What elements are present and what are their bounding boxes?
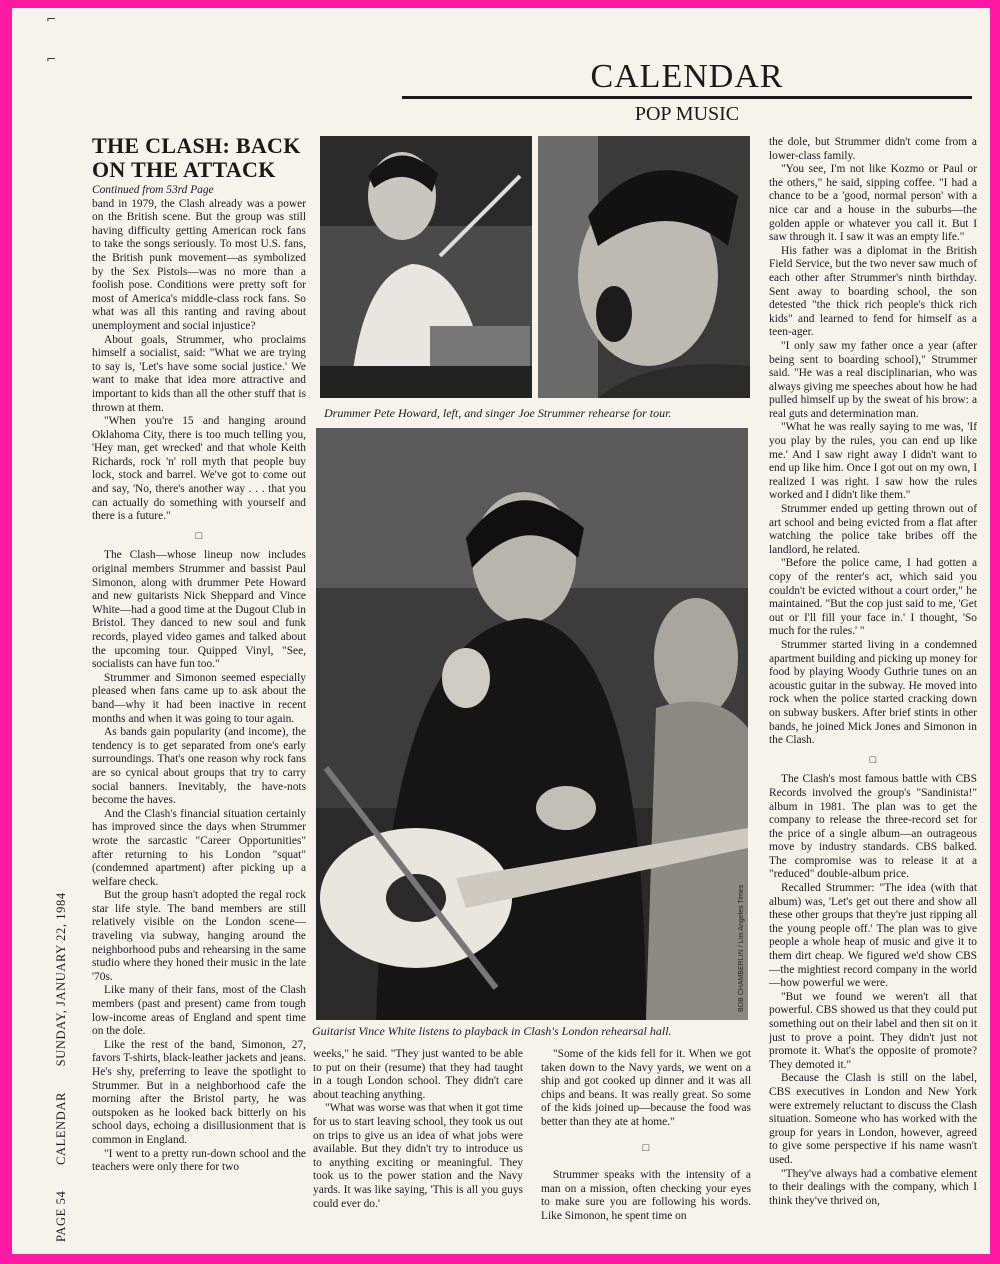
paragraph: Strummer ended up getting thrown out of art school and being evicted from a flat after watching the police take bribes off the landlord, he related. [769,503,977,556]
paragraph: "I only saw my father once a year (after being sent to boarding school)," Strummer said. "He was a real disciplinarian, who was always giving me speeches about how he had pulled himself up by the sweat of his brow: a real guts and determination man. [769,339,977,420]
paragraph: Strummer speaks with the intensity of a man on a mission, often checking your eyes to make sure you are following his words. Like Simonon, he spent time on [541,1169,751,1222]
paragraph: Like the rest of the band, Simonon, 27, favors T-shirts, black-leather jackets and jeans. He's shy, preferring to leave the spotlight to Strummer. But in a neighborhood cafe the morning after the Bristol party, he was outspoken as he looked back bitterly on his school days, echoing a disillusionment that is common in England. [92,1038,306,1146]
paragraph: weeks," he said. "They just wanted to be able to put on their (resume) that they had taught in a tough London school. They didn't care about teaching anything. [313,1048,523,1101]
paragraph: About goals, Strummer, who proclaims himself a socialist, said: "What we are trying to say is, 'Let's have some social justice.' We want to make that idea more attractive and important to kids than all the other stuff that is thrown at them. [92,333,306,414]
paragraph: The Clash—whose lineup now includes original members Strummer and bassist Paul Simonon, along with drummer Pete Howard and new guitarists Nick Sheppard and Vince White—had a good time at the Dugout Club in Bristol. They danced to new soul and funk records, played video games and talked about the upcoming tour. Quipped Vinyl, "See, socialists can have fun too." [92,549,306,671]
paragraph: "But we found we weren't all that powerful. CBS showed us that they could put something out on their label and then sit on it just to prove a point. They didn't just not promote it. What's the opposite of promote? They demoted it." [769,990,977,1071]
section-ornament: □ [642,1141,650,1154]
paragraph: the dole, but Strummer didn't come from a lower-class family. [769,136,977,162]
article-column-3 [541,1048,751,1254]
photo-singer [538,136,750,398]
paragraph: "What he was really saying to me was, 'If you play by the rules, you can end up like me.' And I saw right away I didn't want to end up like him. Once I got out on my own, I realized I was right. I saw how the rules worked and I didn't like them." [769,421,977,502]
photo-caption-top: Drummer Pete Howard, left, and singer Joe Strummer rehearse for tour. [324,406,672,420]
registration-mark: ⌐ [46,12,57,26]
singer-photo-image [538,136,750,398]
guitarist-photo-image [316,428,748,1020]
paragraph: "What was worse was that when it got time for us to start leaving school, they took us out on trips to give us an idea of what jobs were available. But they didn't try to introduce us to anything exciting or meaningful. They took us to the power station and the Navy yards. It was like saying, 'This is all you guys could ever do.' [313,1102,523,1210]
newspaper-page [12,8,990,1254]
photo-caption-bottom: Guitarist Vince White listens to playback in Clash's London rehearsal hall. [312,1024,672,1038]
paragraph: Because the Clash is still on the label, CBS executives in London and New York were extremely reluctant to discuss the Clash situation. Someone who has worked with the group for years in London, however, agreed to give some perspective if his name wasn't used. [769,1072,977,1166]
article-column-2 [313,1048,523,1254]
paragraph: band in 1979, the Clash already was a power on the British scene. But the group was still having difficulty getting American rock fans to take the songs seriously. To most U.S. fans, the British punk movement—as symbolized by the Sex Pistols—was no more than a foolish pose. Conditions were pretty soft for most of America's middle-class rock fans. So what was all this ranting and raving about unemployment and social injustice? [92,197,306,332]
photo-guitarist [316,428,748,1020]
section-ornament: □ [869,753,877,766]
photo-credit: BOB CHAMBERLIN / Los Angeles Times [738,884,745,1012]
paragraph: As bands gain popularity (and income), the tendency is to get separated from one's early surroundings. That's one reason why rock fans are so cynical about groups that try to carry social banners. Inevitably, the have-nots become the haves. [92,726,306,807]
page-number: PAGE 54 [54,1190,68,1242]
paragraph: "You see, I'm not like Kozmo or Paul or the others," he said, sipping coffee. "I had a chance to be a 'good, normal person' with a nice car and a house in the suburbs—the golden apple or whatever you call it. But I saw through it. I saw it was an empty life." [769,163,977,244]
article-column-4 [769,136,977,1252]
masthead-rule [402,96,972,99]
paragraph: "When you're 15 and hanging around Oklahoma City, there is too much telling you, 'Hey man, get wrecked' and that whole Keith Richards, rock 'n' roll myth that people buy lock, stock and barrel. We've got to come out and say, 'No, there's another way . . . that you can actually do something with yourself and there is a future." [92,415,306,523]
continued-line: Continued from 53rd Page [92,184,214,196]
paragraph: His father was a diplomat in the British Field Service, but the two never saw much of each other after Strummer's ninth birthday. Sent away to boarding school, the son detested "the thick rich people's thick rich kids" and learned to fend for himself as a teen-ager. [769,244,977,339]
paragraph: Strummer and Simonon seemed especially pleased when fans came up to ask about the band—why it had been inactive in recent months and when it was going to tour again. [92,671,306,725]
article-headline: THE CLASH: BACK ON THE ATTACK [92,133,301,182]
paragraph: Strummer started living in a condemned apartment building and picking up money for food by playing Woody Guthrie tunes on an acoustic guitar in the subway. He moved into rock when the police started cracking down on subway buskers. After brief stints in other bands, he joined Mick Jones and Simonon in the Clash. [769,638,977,747]
drummer-photo-image [320,136,532,398]
paragraph: "Some of the kids fell for it. When we got taken down to the Navy yards, we went on a ship and got cooked up dinner and it was all chips and beans. It was really great. So some of the kids joined up—because the food was better than they ate at home." [541,1048,751,1128]
paragraph: Like many of their fans, most of the Clash members (past and present) came from tough low-income areas of England and spent time on the dole. [92,984,306,1038]
folio-date: SUNDAY, JANUARY 22, 1984 [54,892,68,1067]
paragraph: "They've always had a combative element to their dealings with the company, which I think they've thrived on, [769,1167,977,1207]
section-ornament: □ [195,529,203,542]
section-title: CALENDAR [590,58,784,95]
masthead [402,58,972,126]
paragraph: "Before the police came, I had gotten a copy of the renter's act, which said you couldn't be evicted without a court order," he maintained. "But the cop just said to me, 'Get out or I'll fill your face in.' I thought, 'So much for the rules.' " [769,557,977,638]
folio-section: CALENDAR [54,1092,68,1165]
subsection-title: POP MUSIC [634,103,740,125]
paragraph: Recalled Strummer: "The idea (with that album) was, 'Let's get out there and show all these other groups that they're just ripping all the young people off.' The plan was to give people a whole heap of music and give it to them dirt cheap. We figured we'd show CBS—the mightiest record company in the world—how powerful we were. [769,882,977,990]
paragraph: And the Clash's financial situation certainly has improved since the days when Strummer wrote the sarcastic "Career Opportunities" after returning to his London "squat" (condemned apartment) after picking up a welfare check. [92,807,306,888]
photo-drummer [320,136,532,398]
paragraph: The Clash's most famous battle with CBS Records involved the group's "Sandinista!" album in 1981. The plan was to get the company to release the three-record set for the price of a single album—an outrageous move by industry standards. CBS balked. The compromise was to release it at a "reduced" double-album price. [769,773,977,881]
page-folio [54,870,69,1242]
article-column-1 [92,184,306,1252]
paragraph: But the group hasn't adopted the regal rock star life style. The band members are still relatively visible on the London scene—traveling via subway, hanging around the neighborhood pubs and rehearsing in the same studio where they honed their music in the late '70s. [92,889,306,983]
registration-mark: ⌐ [46,52,57,66]
paragraph: "I went to a pretty run-down school and the teachers were only there for two [92,1147,306,1174]
